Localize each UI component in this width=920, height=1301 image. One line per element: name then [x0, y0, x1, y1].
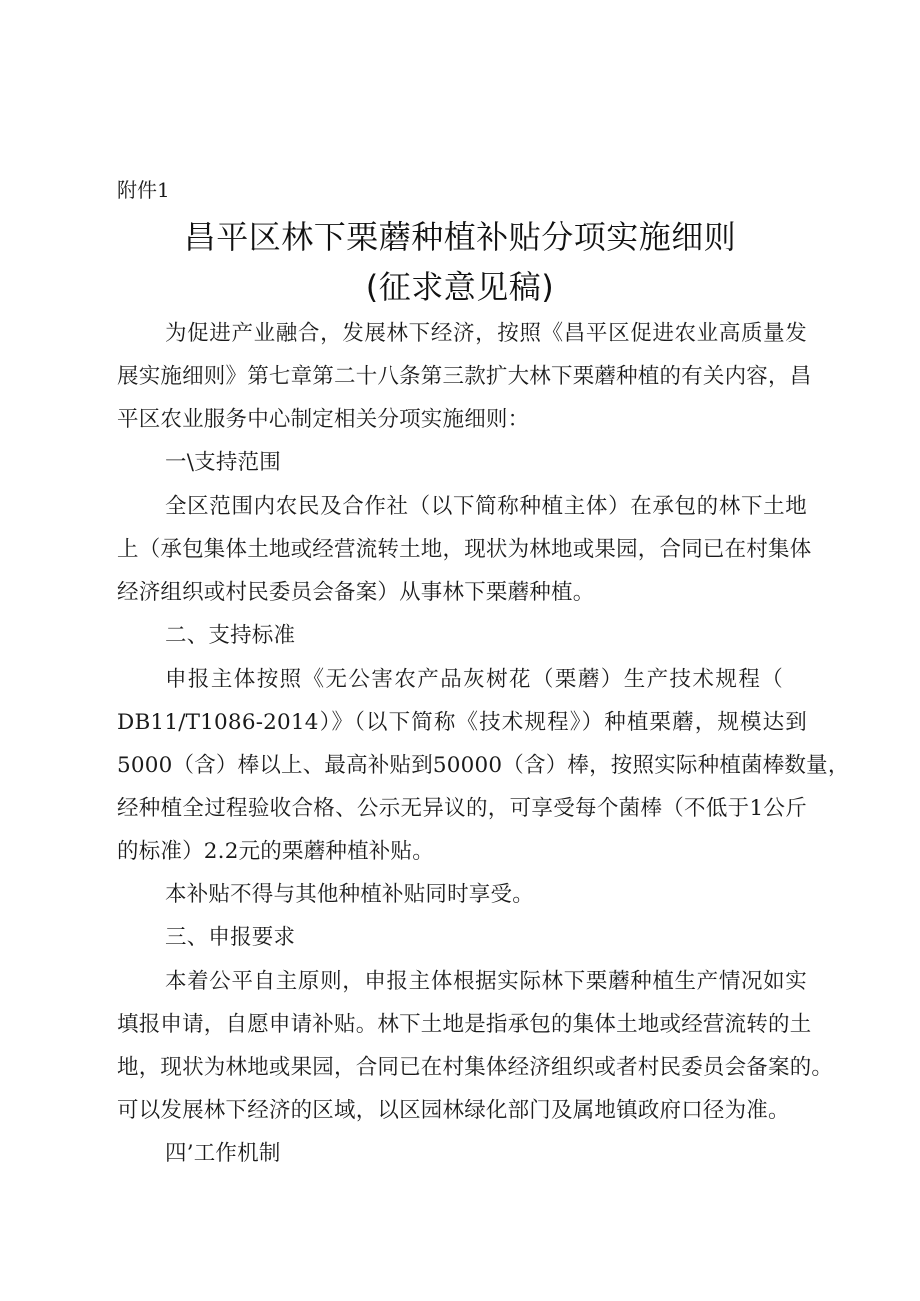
paragraph-requirements-line-2: 填报申请，自愿申请补贴。林下土地是指承包的集体土地或经营流转的土 [117, 1012, 812, 1037]
paragraph-scope-line-1: 全区范围内农民及合作社（以下简称种植主体）在承包的林下土地 [165, 494, 807, 519]
paragraph-requirements-line-3: 地，现状为林地或果园，合同已在村集体经济组织或者村民委员会备案的。 [117, 1055, 834, 1080]
paragraph-requirements-line-4: 可以发展林下经济的区域，以区园林绿化部门及属地镇政府口径为准。 [117, 1098, 790, 1123]
paragraph-scope-line-3: 经济组织或村民委员会备案）从事林下栗蘑种植。 [117, 580, 595, 605]
attachment-label: 附件1 [117, 178, 170, 202]
paragraph-exclusion: 本补贴不得与其他种植补贴同时享受。 [165, 882, 534, 907]
paragraph-standard-line-3: 5000（含）棒以上、最高补贴到50000（含）棒，按照实际种植菌棒数量， [117, 753, 850, 778]
document-subtitle: (征求意见稿) [365, 268, 555, 306]
paragraph-intro-line-3: 平区农业服务中心制定相关分项实施细则： [117, 407, 530, 432]
document-title: 昌平区林下栗蘑种植补贴分项实施细则 [183, 218, 737, 256]
paragraph-requirements-line-1: 本着公平自主原则，申报主体根据实际林下栗蘑种植生产情况如实 [165, 969, 807, 994]
paragraph-standard-line-1: 申报主体按照《无公害农产品灰树花（栗蘑）生产技术规程（ [165, 667, 783, 692]
paragraph-scope-line-2: 上（承包集体土地或经营流转土地，现状为林地或果园，合同已在村集体 [117, 537, 812, 562]
section-heading-4: 四’工作机制 [165, 1141, 281, 1166]
paragraph-intro-line-2: 展实施细则》第七章第二十八条第三款扩大林下栗蘑种植的有关内容，昌 [117, 364, 812, 389]
section-heading-1: 一\支持范围 [165, 450, 281, 475]
section-heading-3: 三、申报要求 [165, 925, 296, 950]
paragraph-standard-line-5: 的标准）2.2元的栗蘑种植补贴。 [117, 839, 434, 864]
paragraph-standard-line-4: 经种植全过程验收合格、公示无异议的，可享受每个菌棒（不低于1公斤 [117, 796, 807, 821]
section-heading-2: 二、支持标准 [165, 623, 296, 648]
paragraph-intro-line-1: 为促进产业融合，发展林下经济，按照《昌平区促进农业高质量发 [165, 321, 807, 346]
paragraph-standard-line-2: DB11/T1086-2014）》（以下简称《技术规程》）种植栗蘑，规模达到 [117, 710, 807, 735]
